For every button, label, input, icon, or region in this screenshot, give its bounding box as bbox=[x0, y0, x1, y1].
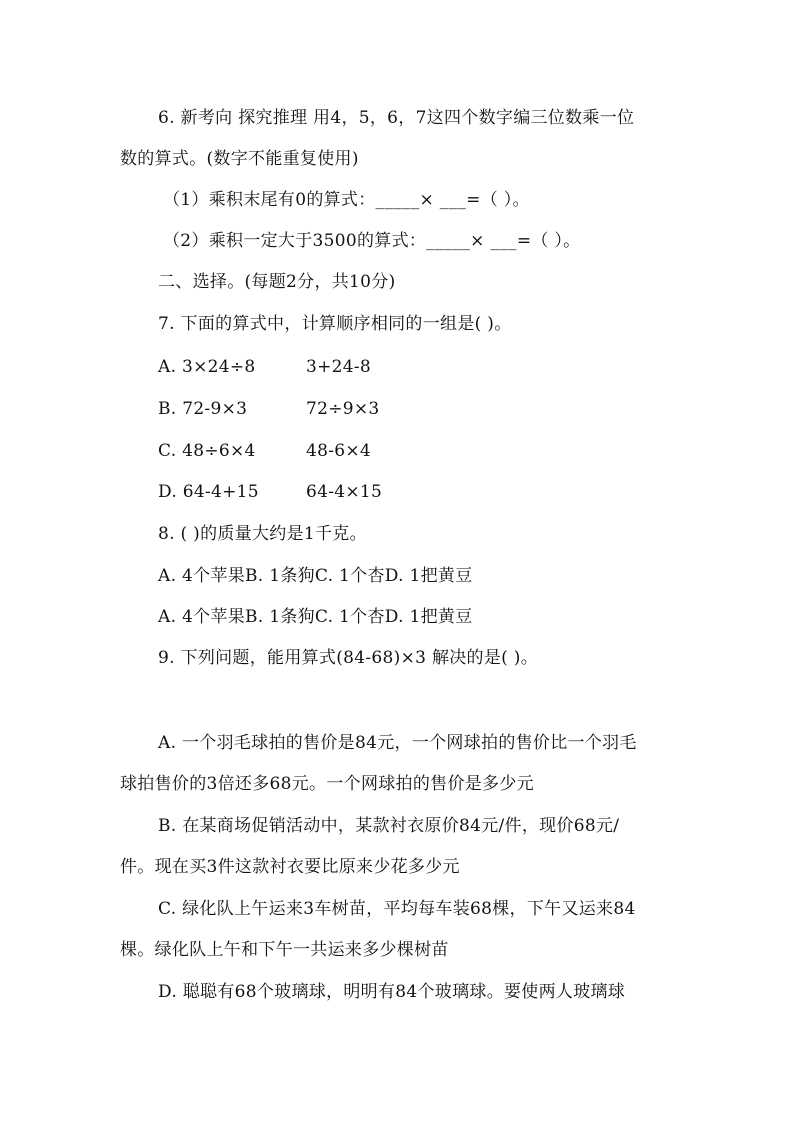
q7-option-a bbox=[158, 356, 371, 378]
q8-stem: 8. ( )的质量大约是1千克。 bbox=[158, 524, 367, 544]
q6-line-1: 6. 新考向 探究推理 用4，5，6，7这四个数字编三位数乘一位 bbox=[158, 108, 635, 128]
q9-option-b-line-1: B. 在某商场促销活动中，某款衬衣原价84元/件，现价68元/ bbox=[158, 816, 620, 836]
q7-option-b-left: B. 72-9×3 bbox=[158, 399, 248, 419]
q6-subquestion-2: （2）乘积一定大于3500的算式：_____× ___=（ ）。 bbox=[163, 231, 581, 251]
q9-option-c-line-2: 棵。绿化队上午和下午一共运来多少棵树苗 bbox=[120, 940, 449, 960]
q7-option-c-right: 48-6×4 bbox=[306, 441, 372, 461]
q7-option-d-right: 64-4×15 bbox=[306, 482, 383, 502]
q9-option-b-line-2: 件。现在买3件这款衬衣要比原来少花多少元 bbox=[120, 857, 460, 877]
q7-option-b bbox=[158, 398, 380, 420]
q7-option-a-left: A. 3×24÷8 bbox=[158, 357, 256, 377]
q8-options-line-2: A. 4个苹果B. 1条狗C. 1个杏D. 1把黄豆 bbox=[158, 607, 473, 627]
q9-option-a-line-2: 球拍售价的3倍还多68元。一个网球拍的售价是多少元 bbox=[120, 774, 534, 794]
q9-option-d-line-1: D. 聪聪有68个玻璃球，明明有84个玻璃球。要使两人玻璃球 bbox=[158, 982, 626, 1002]
q8-options-line-1: A. 4个苹果B. 1条狗C. 1个杏D. 1把黄豆 bbox=[158, 566, 473, 586]
q6-line-2: 数的算式。(数字不能重复使用) bbox=[120, 149, 359, 169]
q9-stem: 9. 下列问题，能用算式(84-68)×3 解决的是( )。 bbox=[158, 648, 539, 668]
q9-option-c-line-1: C. 绿化队上午运来3车树苗，平均每车装68棵，下午又运来84 bbox=[158, 899, 636, 919]
q7-option-d-left: D. 64-4+15 bbox=[158, 482, 259, 502]
q7-stem: 7. 下面的算式中，计算顺序相同的一组是( )。 bbox=[158, 314, 512, 334]
section-2-heading: 二、选择。(每题2分，共10分) bbox=[158, 272, 396, 292]
q7-option-c-left: C. 48÷6×4 bbox=[158, 441, 256, 461]
q7-option-d bbox=[158, 481, 382, 503]
q7-option-a-right: 3+24-8 bbox=[306, 357, 372, 377]
q9-option-a-line-1: A. 一个羽毛球拍的售价是84元，一个网球拍的售价比一个羽毛 bbox=[158, 733, 637, 753]
q7-option-b-right: 72÷9×3 bbox=[306, 399, 380, 419]
q6-subquestion-1: （1）乘积末尾有0的算式：_____× ___=（ ）。 bbox=[163, 190, 530, 210]
q7-option-c bbox=[158, 440, 371, 462]
